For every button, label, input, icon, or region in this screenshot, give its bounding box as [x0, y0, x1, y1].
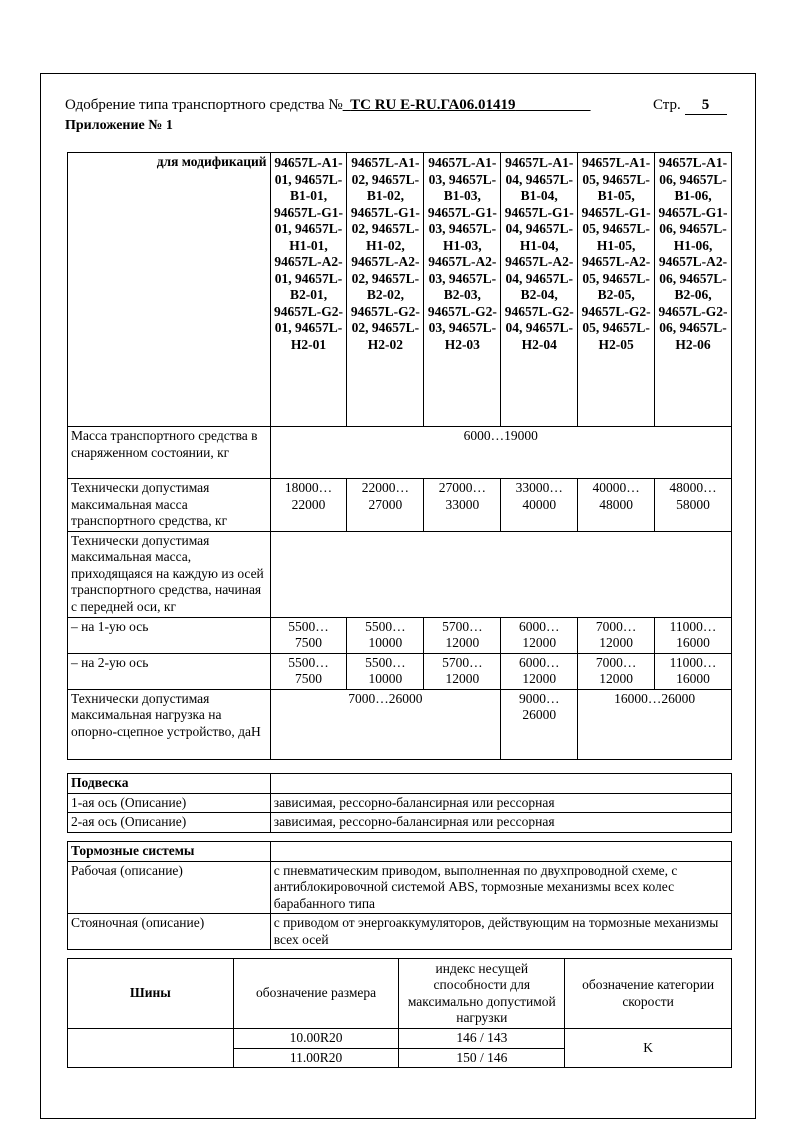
- suspension-title-row: [68, 774, 732, 794]
- mod-cell: 94657L-A1-01, 94657L-B1-01, 94657L-G1-01, 94657L-H1-01, 94657L-A2-01, 94657L-B2-01, 94657L-G2-01, 94657L-H2-01: [270, 153, 347, 427]
- max-mass-value: 27000… 33000: [424, 479, 501, 532]
- tire-speed: K: [565, 1029, 732, 1068]
- coupling-row: [68, 689, 732, 759]
- curb-mass-label: Масса транспортного средства в снаряженном состоянии, кг: [68, 427, 271, 479]
- max-mass-value: 48000… 58000: [655, 479, 732, 532]
- max-mass-value: 33000… 40000: [501, 479, 578, 532]
- max-mass-value: 40000… 48000: [578, 479, 655, 532]
- suspension-label: 2-ая ось (Описание): [68, 813, 271, 833]
- tires-empty: [68, 1029, 234, 1068]
- tires-title: Шины: [68, 959, 234, 1029]
- axle-mass-empty: [270, 531, 731, 617]
- brakes-title-row: [68, 842, 732, 862]
- suspension-table: [67, 773, 732, 833]
- axle2-value: 5500… 10000: [347, 653, 424, 689]
- curb-mass-value: 6000…19000: [270, 427, 731, 479]
- brakes-table: [67, 841, 732, 950]
- brakes-title: Тормозные системы: [68, 842, 271, 862]
- axle-mass-label: Технически допустимая максимальная масса, приходящаяся на каждую из осей транспортного средства, начиная с передней оси, кг: [68, 531, 271, 617]
- mod-cell: 94657L-A1-04, 94657L-B1-04, 94657L-G1-04, 94657L-H1-04, 94657L-A2-04, 94657L-B2-04, 94657L-G2-04, 94657L-H2-04: [501, 153, 578, 427]
- suspension-title: Подвеска: [68, 774, 271, 794]
- page-number: Стр. 5: [653, 97, 727, 115]
- suspension-value: зависимая, рессорно-балансирная или рессорная: [270, 793, 731, 813]
- brakes-value: с приводом от энергоаккумуляторов, действующим на тормозные механизмы всех осей: [270, 914, 731, 950]
- brakes-label: Стояночная (описание): [68, 914, 271, 950]
- coupling-label: Технически допустимая максимальная нагрузка на опорно-сцепное устройство, даН: [68, 689, 271, 759]
- brakes-row: [68, 861, 732, 914]
- modifications-row: [68, 153, 732, 427]
- tires-col-load: индекс несущей способности для максимально допустимой нагрузки: [399, 959, 565, 1029]
- brakes-value: с пневматическим приводом, выполненная по двухпроводной схеме, с антиблокировочной системой ABS, тормозные механизмы всех колес барабанного типа: [270, 861, 731, 914]
- axle2-value: 7000… 12000: [578, 653, 655, 689]
- axle1-value: 5500… 10000: [347, 617, 424, 653]
- appendix-label: Приложение № 1: [65, 118, 173, 133]
- approval-number: ТС RU E-RU.ГА06.01419: [350, 97, 516, 113]
- axle2-row: [68, 653, 732, 689]
- brakes-label: Рабочая (описание): [68, 861, 271, 914]
- brakes-row: [68, 914, 732, 950]
- tire-load: 150 / 146: [399, 1048, 565, 1068]
- suspension-label: 1-ая ось (Описание): [68, 793, 271, 813]
- suspension-title-empty: [270, 774, 731, 794]
- axle2-value: 5500… 7500: [270, 653, 347, 689]
- tire-size: 11.00R20: [233, 1048, 399, 1068]
- tires-header-row: [68, 959, 732, 1029]
- suspension-value: зависимая, рессорно-балансирная или рессорная: [270, 813, 731, 833]
- axle1-value: 11000… 16000: [655, 617, 732, 653]
- axle1-row: [68, 617, 732, 653]
- max-mass-label: Технически допустимая максимальная масса транспортного средства, кг: [68, 479, 271, 532]
- curb-mass-row: [68, 427, 732, 479]
- axle2-label: – на 2-ую ось: [68, 653, 271, 689]
- coupling-value: 7000…26000: [270, 689, 501, 759]
- axle-mass-row: [68, 531, 732, 617]
- brakes-title-empty: [270, 842, 731, 862]
- axle2-value: 5700… 12000: [424, 653, 501, 689]
- mod-cell: 94657L-A1-06, 94657L-B1-06, 94657L-G1-06, 94657L-H1-06, 94657L-A2-06, 94657L-B2-06, 94657L-G2-06, 94657L-H2-06: [655, 153, 732, 427]
- axle1-value: 5700… 12000: [424, 617, 501, 653]
- tires-col-size: обозначение размера: [233, 959, 399, 1029]
- coupling-value: 9000… 26000: [501, 689, 578, 759]
- suspension-row: [68, 793, 732, 813]
- max-mass-row: [68, 479, 732, 532]
- specs-table: [67, 152, 732, 760]
- axle1-label: – на 1-ую ось: [68, 617, 271, 653]
- tires-row: [68, 1029, 732, 1049]
- axle1-value: 7000… 12000: [578, 617, 655, 653]
- axle2-value: 11000… 16000: [655, 653, 732, 689]
- mod-label: для модификаций: [68, 153, 271, 427]
- mod-cell: 94657L-A1-03, 94657L-B1-03, 94657L-G1-03, 94657L-H1-03, 94657L-A2-03, 94657L-B2-03, 94657L-G2-03, 94657L-H2-03: [424, 153, 501, 427]
- suspension-row: [68, 813, 732, 833]
- mod-cell: 94657L-A1-02, 94657L-B1-02, 94657L-G1-02, 94657L-H1-02, 94657L-A2-02, 94657L-B2-02, 94657L-G2-02, 94657L-H2-02: [347, 153, 424, 427]
- axle2-value: 6000… 12000: [501, 653, 578, 689]
- tires-col-speed: обозначение категории скорости: [565, 959, 732, 1029]
- tire-size: 10.00R20: [233, 1029, 399, 1049]
- max-mass-value: 18000… 22000: [270, 479, 347, 532]
- axle1-value: 5500… 7500: [270, 617, 347, 653]
- tires-table: [67, 958, 732, 1068]
- approval-title: Одобрение типа транспортного средства № ТС RU E-RU.ГА06.01419: [65, 97, 591, 114]
- mod-cell: 94657L-A1-05, 94657L-B1-05, 94657L-G1-05, 94657L-H1-05, 94657L-A2-05, 94657L-B2-05, 94657L-G2-05, 94657L-H2-05: [578, 153, 655, 427]
- tire-load: 146 / 143: [399, 1029, 565, 1049]
- coupling-value: 16000…26000: [578, 689, 732, 759]
- axle1-value: 6000… 12000: [501, 617, 578, 653]
- max-mass-value: 22000… 27000: [347, 479, 424, 532]
